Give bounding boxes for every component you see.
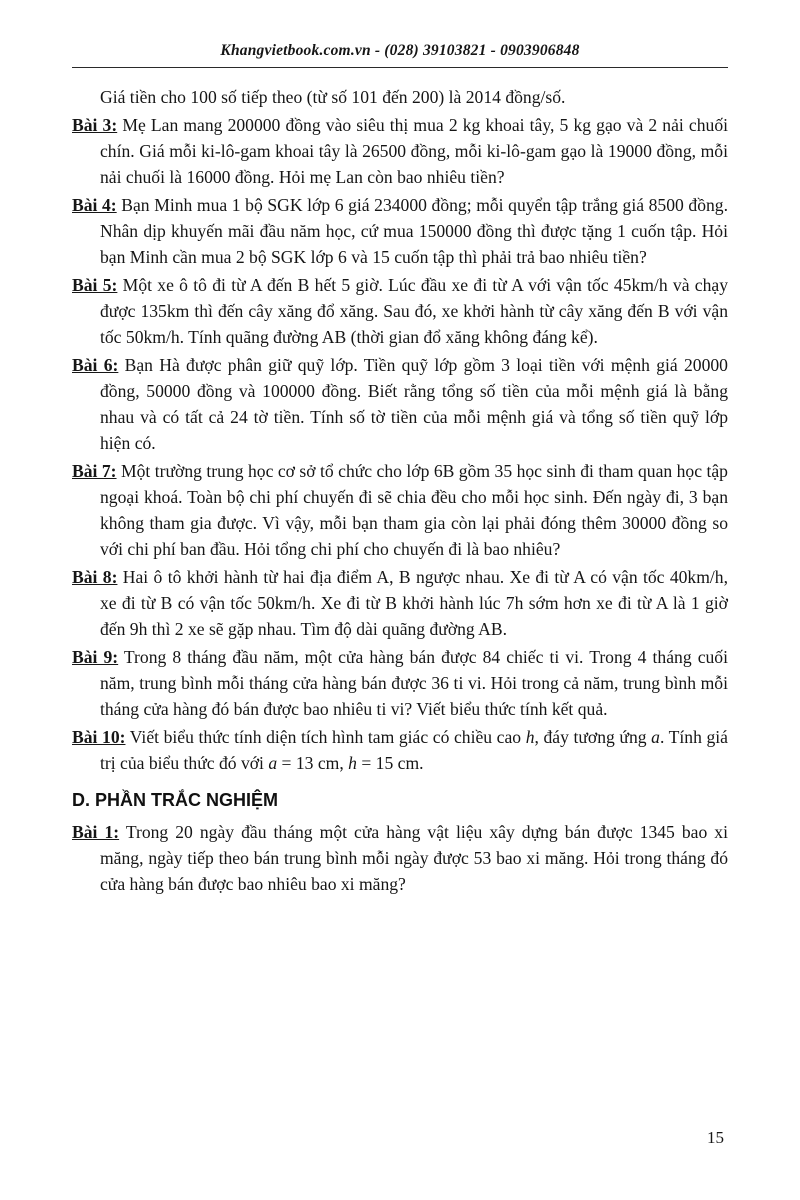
problem-label: Bài 10:	[72, 727, 126, 747]
math-variable: h	[525, 727, 535, 747]
problem-bai-6	[72, 352, 728, 456]
problem-text: = 13 cm,	[277, 753, 349, 773]
problem-text: . Tính giá trị của biểu thức đó với	[100, 727, 728, 773]
header-text: Khangvietbook.com.vn - (028) 39103821 - 0903906848	[220, 42, 580, 59]
problem-bai-8	[72, 564, 728, 642]
problem-bai-5	[72, 272, 728, 350]
problem-label: Bài 7:	[72, 461, 117, 481]
problem-text: Một xe ô tô đi từ A đến B hết 5 giờ. Lúc đầu xe đi từ A với vận tốc 45km/h và chạy được 135km thì đến cây xăng đổ xăng. Sau đó, xe khởi hành từ cây xăng đến B với vận tốc 50km/h. Tính quãng đường AB (thời gian đổ xăng không đáng kể).	[100, 275, 729, 347]
problem-text: Bạn Hà được phân giữ quỹ lớp. Tiền quỹ lớp gồm 3 loại tiền với mệnh giá 20000 đồng, 50000 đồng và 100000 đồng. Biết rằng tổng số tiền của mỗi mệnh giá là bằng nhau và có tất cả 24 tờ tiền. Tính số tờ tiền của mỗi mệnh giá và tổng số tiền quỹ lớp hiện có.	[100, 355, 728, 453]
problem-text: Viết biểu thức tính diện tích hình tam giác có chiều cao	[129, 727, 526, 747]
problem-label: Bài 6:	[72, 355, 119, 375]
problem-text: = 15 cm.	[356, 753, 424, 773]
problem-text: Mẹ Lan mang 200000 đồng vào siêu thị mua 2 kg khoai tây, 5 kg gạo và 2 nải chuối chín. Giá mỗi ki-lô-gam khoai tây là 26500 đồng, mỗi ki-lô-gam gạo là 19000 đồng, mỗi nải chuối là 16000 đồng. Hỏi mẹ Lan còn bao nhiêu tiền?	[100, 115, 729, 187]
math-variable: h	[348, 753, 357, 773]
problem-bai-10	[72, 724, 728, 776]
problem-trac-nghiem-bai-1	[72, 819, 728, 897]
problem-text: Trong 8 tháng đầu năm, một cửa hàng bán được 84 chiếc ti vi. Trong 4 tháng cuối năm, trung bình mỗi tháng cửa hàng bán được 36 ti vi. Hỏi trong cả năm, trung bình mỗi tháng cửa hàng đó bán được bao nhiêu ti vi? Viết biểu thức tính kết quả.	[100, 647, 728, 719]
problem-label: Bài 9:	[72, 647, 119, 667]
problem-bai-7	[72, 458, 728, 562]
problem-label: Bài 5:	[72, 275, 118, 295]
paragraph-continuation	[72, 84, 728, 110]
problem-bai-3	[72, 112, 728, 190]
problem-label: Bài 3:	[72, 115, 118, 135]
problem-bai-9	[72, 644, 728, 722]
math-variable: a	[268, 753, 278, 773]
problem-text: Một trường trung học cơ sở tổ chức cho lớp 6B gồm 35 học sinh đi tham quan học tập ngoại khoá. Toàn bộ chi phí chuyến đi sẽ chia đều cho mỗi học sinh. Đến ngày đi, 3 bạn không tham gia được. Vì vậy, mỗi bạn tham gia còn lại phải đóng thêm 30000 đồng so với chi phí ban đầu. Hỏi tổng chi phí cho chuyến đi là bao nhiêu?	[100, 461, 728, 559]
problem-label: Bài 8:	[72, 567, 118, 587]
problem-text: Bạn Minh mua 1 bộ SGK lớp 6 giá 234000 đồng; mỗi quyển tập trắng giá 8500 đồng. Nhân dịp khuyến mãi đầu năm học, cứ mua 150000 đồng thì được tặng 1 cuốn tập. Hỏi bạn Minh cần mua 2 bộ SGK lớp 6 và 15 cuốn tập thì phải trả bao nhiêu tiền?	[100, 195, 728, 267]
intro-text: Giá tiền cho 100 số tiếp theo (từ số 101 đến 200) là 2014 đồng/số.	[100, 87, 566, 107]
problem-text: Trong 20 ngày đầu tháng một cửa hàng vật liệu xây dựng bán được 1345 bao xi măng, ngày tiếp theo bán trung bình mỗi ngày được 53 bao xi măng. Hỏi trong tháng đó cửa hàng bán được bao nhiêu bao xi măng?	[100, 822, 728, 894]
problem-label: Bài 4:	[72, 195, 117, 215]
section-heading: D. PHẦN TRẮC NGHIỆM	[72, 790, 278, 810]
page-number: 15	[707, 1128, 724, 1147]
problem-text: , đáy tương ứng	[534, 727, 652, 747]
problem-label: Bài 1:	[72, 822, 120, 842]
problem-text: Hai ô tô khởi hành từ hai địa điểm A, B ngược nhau. Xe đi từ A có vận tốc 40km/h, xe đi từ B có vận tốc 50km/h. Xe đi từ B khởi hành lúc 7h sớm hơn xe đi từ A là 1 giờ đến 9h thì 2 xe sẽ gặp nhau. Tìm độ dài quãng đường AB.	[100, 567, 729, 639]
math-variable: a	[651, 727, 660, 747]
problem-bai-4	[72, 192, 728, 270]
page-header	[72, 42, 728, 68]
